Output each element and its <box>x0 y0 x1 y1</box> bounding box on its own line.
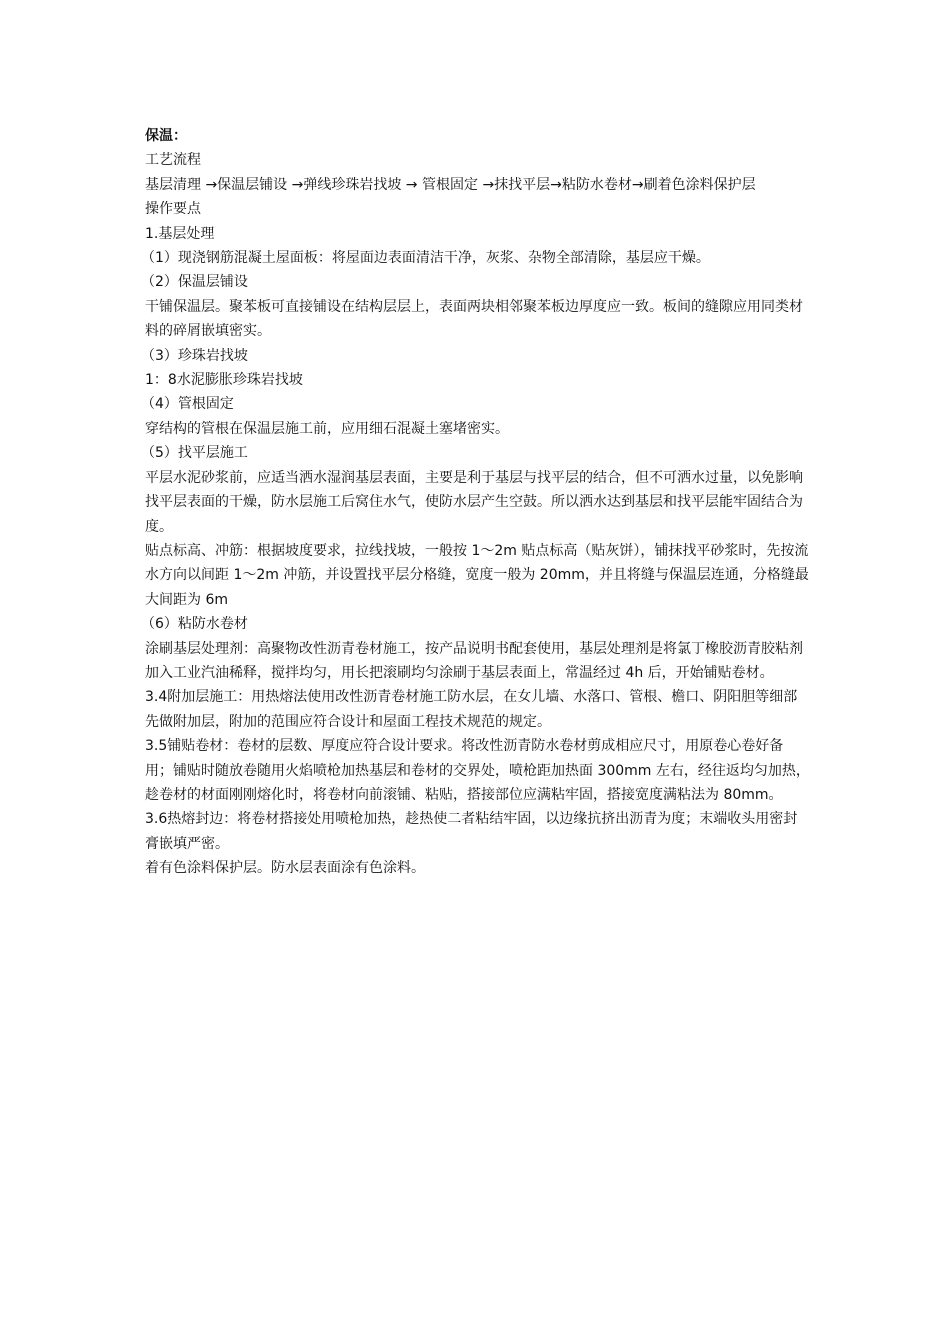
item-3-4-text: 3.4附加层施工：用热熔法使用改性沥青卷材施工防水层，在女儿墙、水落口、管根、檐口、阴阳胆等细部先做附加层，附加的范围应符合设计和屋面工程技术规范的规定。 <box>145 689 798 730</box>
item4-text: 穿结构的管根在保温层施工前，应用细石混凝土塞堵密实。 <box>145 420 509 437</box>
doc-title: 保温： <box>145 128 187 144</box>
item5-text-1: 平层水泥砂浆前，应适当洒水湿润基层表面，主要是利于基层与找平层的结合，但不可洒水过量，以免影响找平层表面的干燥，防水层施工后窝住水气，使防水层产生空鼓。所以洒水达到基层和找平层能牢固结合为度。 <box>145 469 803 535</box>
item2-text: 干铺保温层。聚苯板可直接铺设在结构层层上，表面两块相邻聚苯板边厚度应一致。板间的缝隙应用同类材料的碎屑嵌填密实。 <box>145 298 803 340</box>
item6-text: 涂刷基层处理剂：高聚物改性沥青卷材施工，按产品说明书配套使用，基层处理剂是将氯丁橡胶沥青胶粘剂加入工业汽油稀释，搅拌均匀，用长把滚刷均匀涂刷于基层表面上，常温经过 4h 后，开始铺贴卷材。 <box>145 640 803 681</box>
item5-heading: （5）找平层施工 <box>141 445 248 462</box>
item3-heading: （3）珍珠岩找坡 <box>141 347 248 364</box>
document-body <box>141 124 810 881</box>
section1-heading: 1.基层处理 <box>145 225 215 242</box>
item5-text-2: 贴点标高、冲筋：根据坡度要求，拉线找坡，一般按 1～2m 贴点标高（贴灰饼），铺抹找平砂浆时，先按流水方向以间距 1～2m 冲筋，并设置找平层分格缝，宽度一般为 20mm，并且将缝与保温层连通，分格缝最大间距为 6m <box>145 542 809 608</box>
final-text: 着有色涂料保护层。防水层表面涂有色涂料。 <box>145 860 425 877</box>
item-3-6-text: 3.6热熔封边：将卷材搭接处用喷枪加热，趁热使二者粘结牢固，以边缘抗挤出沥青为度；末端收头用密封膏嵌填严密。 <box>145 811 798 852</box>
item4-heading: （4）管根固定 <box>141 396 234 413</box>
key-points-heading: 操作要点 <box>145 201 201 218</box>
item6-heading: （6）粘防水卷材 <box>141 616 248 633</box>
item2-heading: （2）保温层铺设 <box>141 274 248 291</box>
process-heading: 工艺流程 <box>145 152 201 169</box>
item3-text: 1：8水泥膨胀珍珠岩找坡 <box>145 372 303 389</box>
item1-heading: （1）现浇钢筋混凝土屋面板：将屋面边表面清洁干净，灰浆、杂物全部清除，基层应干燥。 <box>141 250 710 267</box>
item-3-5-text: 3.5铺贴卷材：卷材的层数、厚度应符合设计要求。将改性沥青防水卷材剪成相应尺寸，用原卷心卷好备用；铺贴时随放卷随用火焰喷枪加热基层和卷材的交界处，喷枪距加热面 300mm 左右，经往返均匀加热，趁卷材的材面刚刚熔化时，将卷材向前滚铺、粘贴，搭接部位应满粘牢固，搭接宽度满粘法为 80mm。 <box>145 738 810 803</box>
process-flow: 基层清理 →保温层铺设 →弹线珍珠岩找坡 → 管根固定 →抹找平层→粘防水卷材→刷着色涂料保护层 <box>145 176 756 193</box>
